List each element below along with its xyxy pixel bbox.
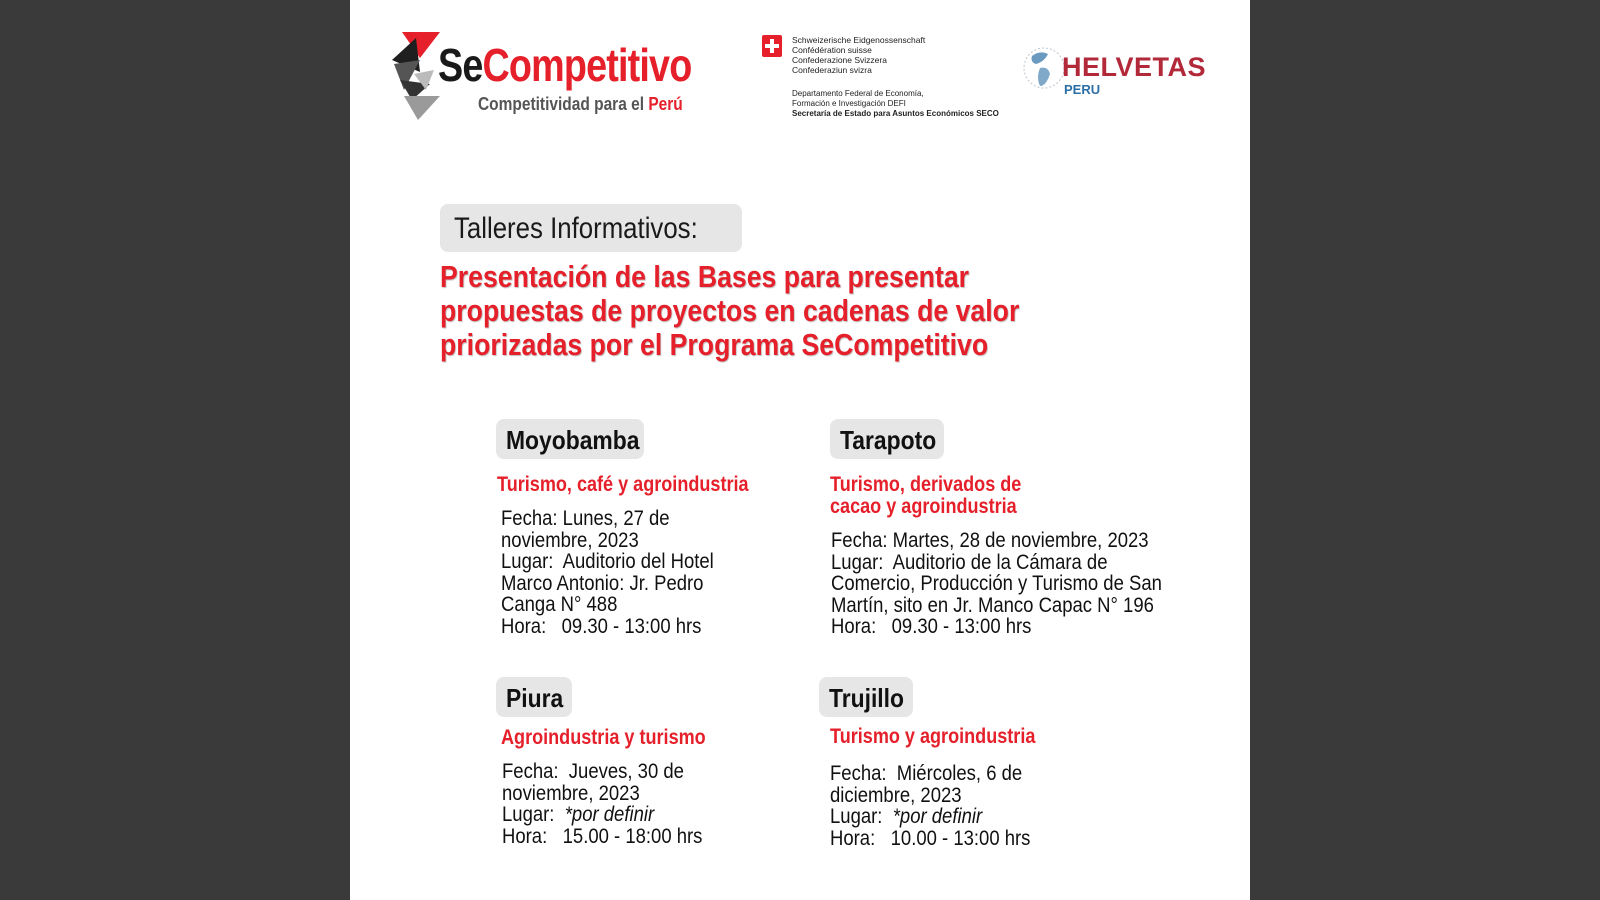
city-name: Trujillo <box>829 683 905 713</box>
details-piura: Fecha: Jueves, 30 de noviembre, 2023 Lugar: *por definir Hora: 15.00 - 18:00 hrs <box>502 759 703 848</box>
helvetas-country: PERU <box>1064 82 1101 97</box>
city-name: Piura <box>506 683 564 713</box>
theme-piura: Agroindustria y turismo <box>501 726 706 749</box>
main-title <box>440 260 1076 362</box>
city-tag-piura <box>496 677 572 717</box>
title-line: propuestas de proyectos en cadenas de valor <box>440 293 1020 328</box>
triangles-logo-icon <box>390 30 442 122</box>
swiss-flag-icon <box>762 35 782 57</box>
heading-text: Talleres Informativos: <box>454 212 698 245</box>
helvetas-wordmark: HELVETAS <box>1062 52 1207 82</box>
swiss-confederation-logo <box>762 35 1002 125</box>
details-trujillo: Fecha: Miércoles, 6 de diciembre, 2023 Lugar: *por definir Hora: 10.00 - 13:00 hrs <box>830 761 1031 850</box>
secompetitivo-logo <box>390 30 710 122</box>
heading-badge <box>440 204 742 252</box>
city-tag-trujillo <box>819 677 913 717</box>
title-line: priorizadas por el Programa SeCompetitivo <box>440 327 989 362</box>
theme-tarapoto: Turismo, derivados de cacao y agroindustria <box>830 473 1022 518</box>
globe-icon <box>1022 42 1066 94</box>
theme-trujillo: Turismo y agroindustria <box>830 725 1036 748</box>
details-tarapoto: Fecha: Martes, 28 de noviembre, 2023 Lugar: Auditorio de la Cámara de Comercio, Producción y Turismo de San Martín, sito en Jr. Manco Capac N° 196 Hora: 09.30 - 13:00 hrs <box>831 528 1162 638</box>
city-name: Moyobamba <box>506 425 640 455</box>
swiss-department: Departamento Federal de Economía, Formación e Investigación DEFI Secretaría de Estado para Asuntos Económicos SECO <box>792 89 999 118</box>
city-tag-tarapoto <box>830 419 944 459</box>
secompetitivo-wordmark: SeCompetitivo <box>438 39 692 91</box>
secompetitivo-tagline: Competitividad para el Perú <box>478 94 683 114</box>
helvetas-logo <box>1022 42 1222 102</box>
title-line: Presentación de las Bases para presentar <box>440 259 970 294</box>
details-moyobamba: Fecha: Lunes, 27 de noviembre, 2023 Lugar: Auditorio del Hotel Marco Antonio: Jr. Pedro Canga N° 488 Hora: 09.30 - 13:00 hrs <box>501 506 714 638</box>
swiss-names: Schweizerische Eidgenossenschaft Confédération suisse Confederazione Svizzera Confederaziun svizra <box>792 35 926 75</box>
city-name: Tarapoto <box>840 425 937 455</box>
theme-moyobamba: Turismo, café y agroindustria <box>497 473 749 496</box>
city-tag-moyobamba <box>496 419 644 459</box>
flyer-page <box>350 0 1250 900</box>
